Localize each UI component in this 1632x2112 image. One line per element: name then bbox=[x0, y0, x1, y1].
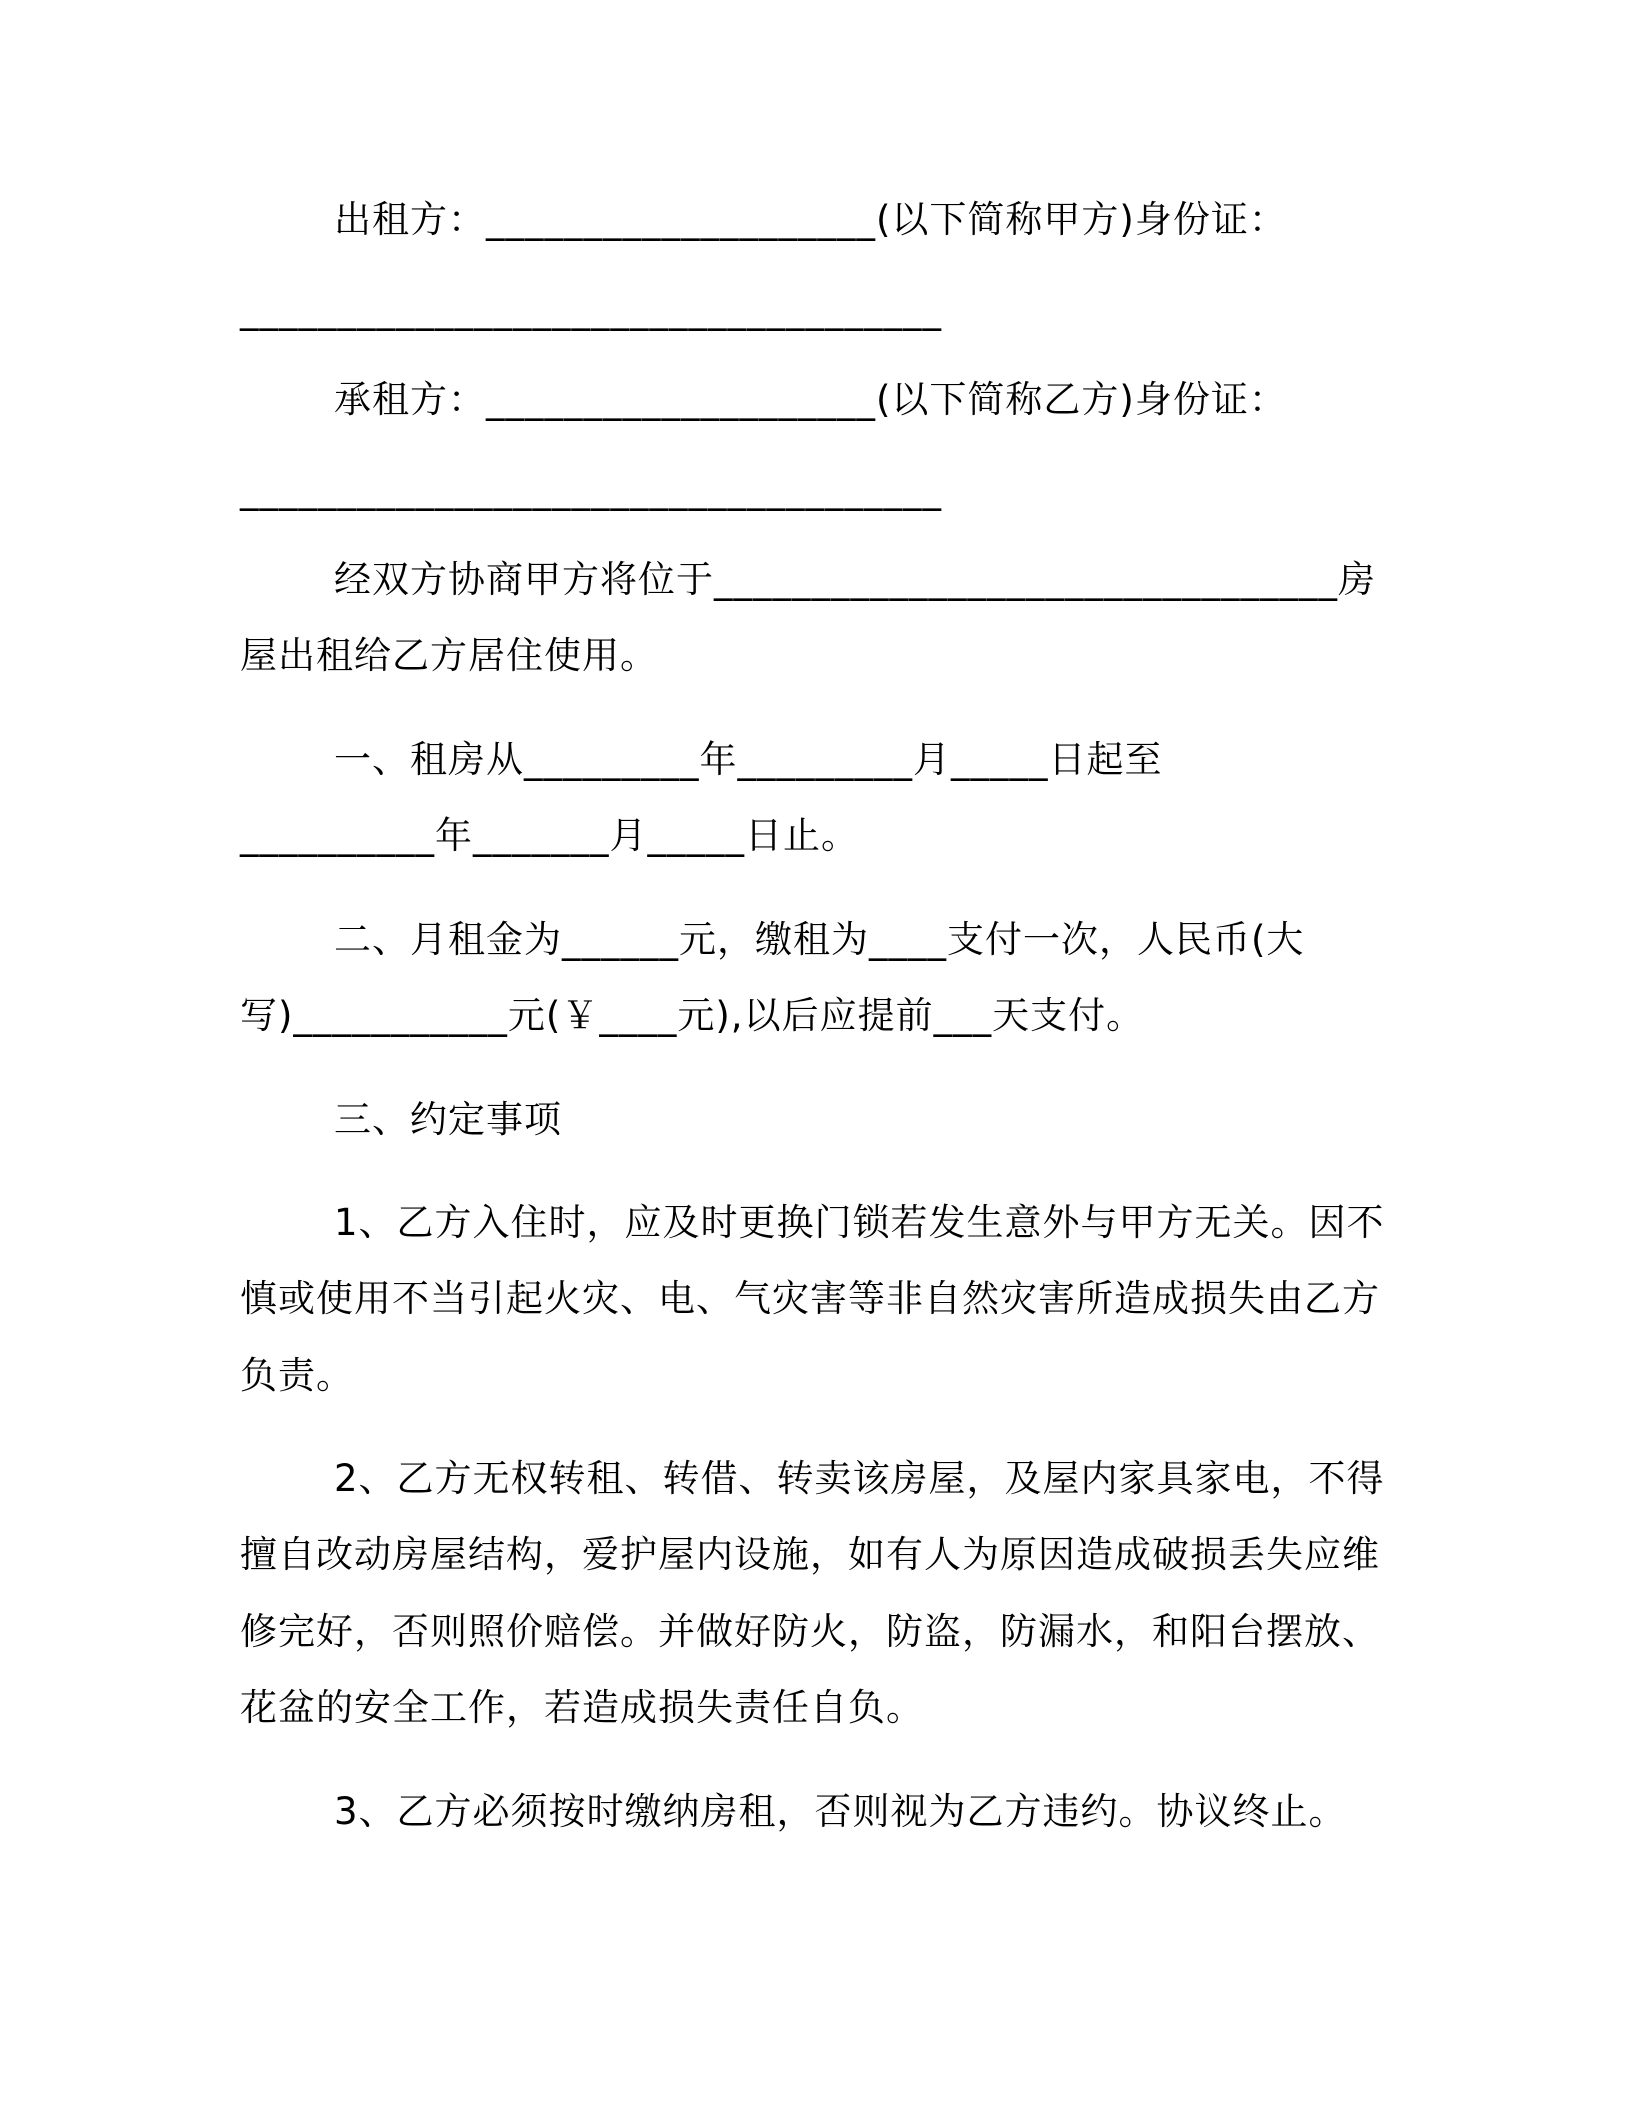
clause-2-line-2: 擅自改动房屋结构，爱护屋内设施，如有人为原因造成破损丢失应维 bbox=[240, 1533, 1380, 1576]
rent-line-2: 写)___________元(￥____元),以后应提前___天支付。 bbox=[240, 994, 1145, 1037]
clause-2-line-4: 花盆的安全工作，若造成损失责任自负。 bbox=[240, 1686, 924, 1729]
clause-2-line-3: 修完好，否则照价赔偿。并做好防火，防盗，防漏水，和阳台摆放、 bbox=[240, 1610, 1380, 1653]
clause-1-line-1: 1、乙方入住时，应及时更换门锁若发生意外与甲方无关。因不 bbox=[334, 1201, 1385, 1244]
lessee-id-blank: ____________________________________ bbox=[240, 468, 942, 511]
property-line-1: 经双方协商甲方将位于________________________________房 bbox=[334, 558, 1376, 601]
clause-1-line-3: 负责。 bbox=[240, 1354, 354, 1397]
clause-1-line-2: 慎或使用不当引起火灾、电、气灾害等非自然灾害所造成损失由乙方 bbox=[240, 1277, 1380, 1320]
term-line-2: __________年_______月_____日止。 bbox=[240, 814, 859, 857]
lessee-line: 承租方：____________________(以下简称乙方)身份证： bbox=[334, 378, 1287, 421]
lessor-id-blank: ____________________________________ bbox=[240, 288, 942, 331]
section-heading: 三、约定事项 bbox=[334, 1098, 562, 1141]
clause-3-line-1: 3、乙方必须按时缴纳房租，否则视为乙方违约。协议终止。 bbox=[334, 1790, 1347, 1833]
lessor-line: 出租方：____________________(以下简称甲方)身份证： bbox=[334, 198, 1287, 241]
property-line-2: 屋出租给乙方居住使用。 bbox=[240, 634, 658, 677]
term-line-1: 一、租房从_________年_________月_____日起至 bbox=[334, 738, 1163, 781]
rent-line-1: 二、月租金为______元，缴租为____支付一次，人民币(大 bbox=[334, 918, 1305, 961]
clause-2-line-1: 2、乙方无权转租、转借、转卖该房屋，及屋内家具家电，不得 bbox=[334, 1457, 1385, 1500]
